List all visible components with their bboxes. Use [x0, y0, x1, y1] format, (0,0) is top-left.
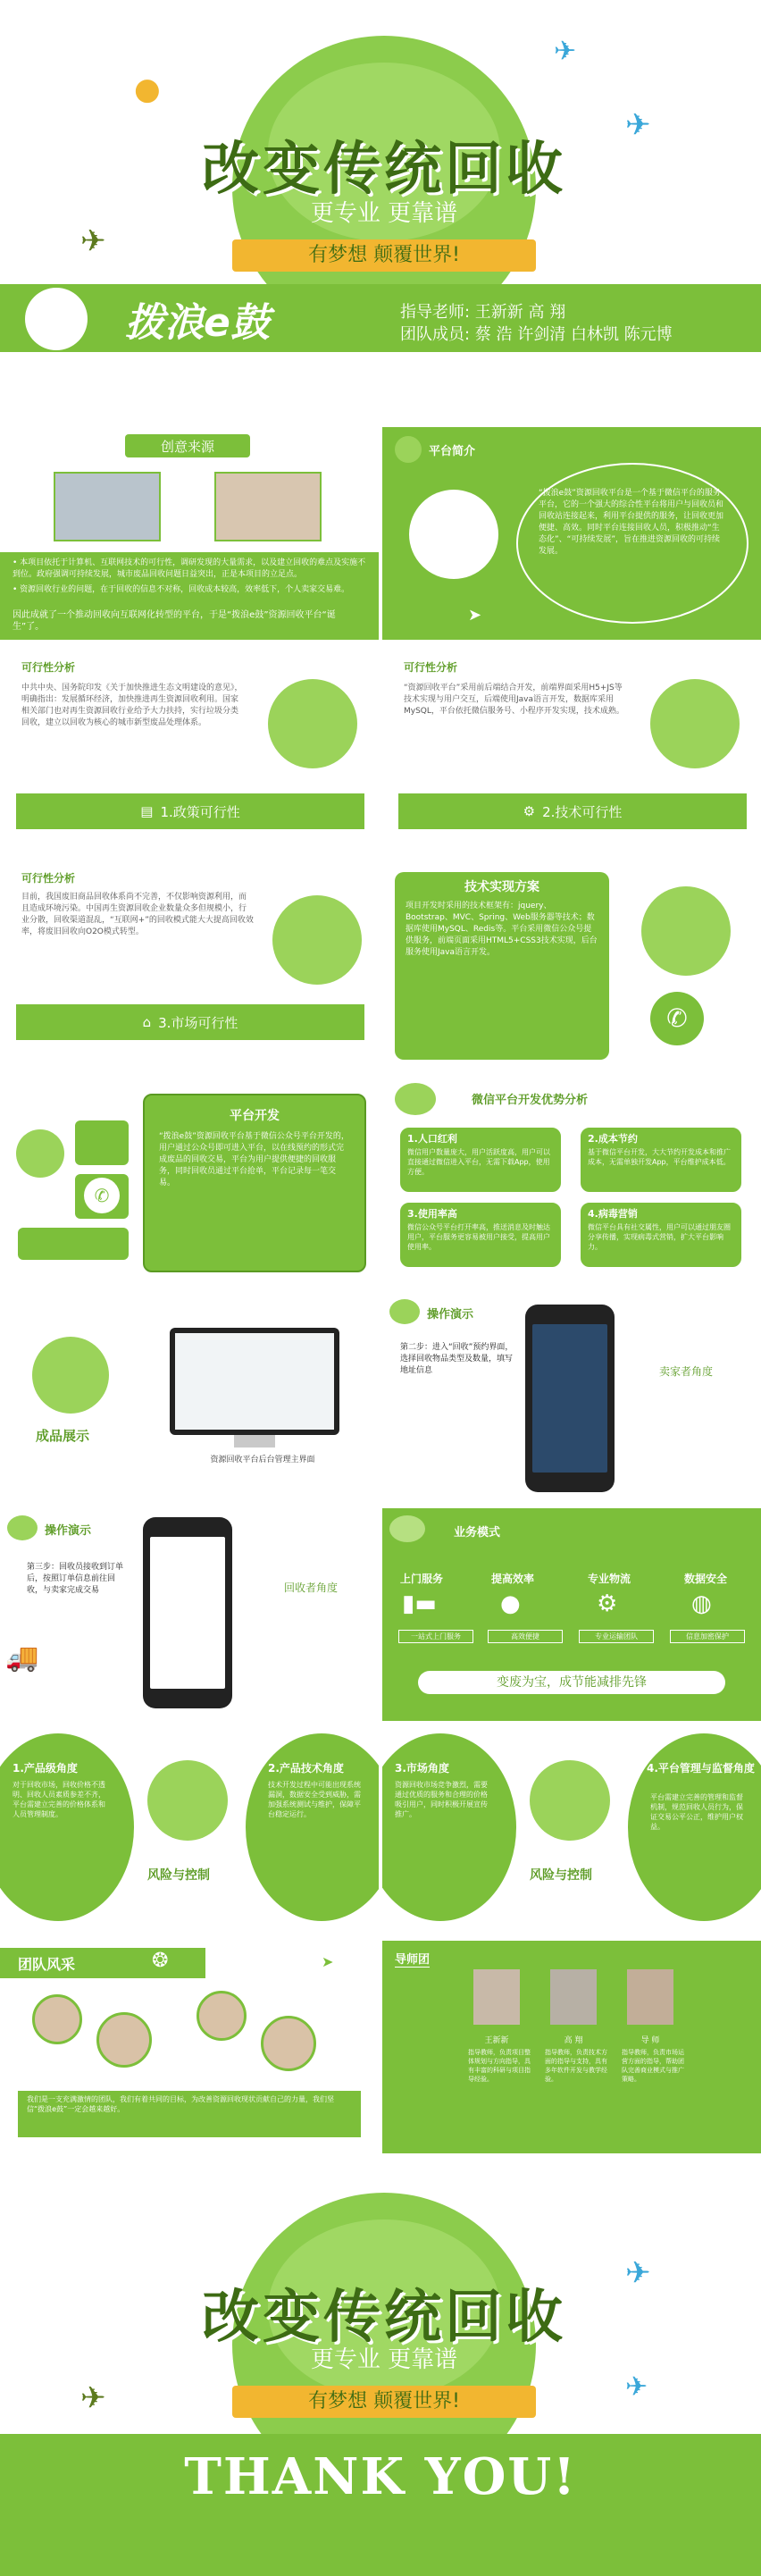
shop-icon: ⌂: [142, 1014, 152, 1030]
result-slide: [0, 1292, 379, 1505]
demo2-slide: [0, 1508, 379, 1721]
business-step-1: 上门服务: [400, 1573, 444, 1585]
cover-slide: [0, 0, 761, 427]
document-icon: ▤: [140, 803, 154, 819]
team-avatar-2: [96, 2012, 152, 2068]
demo2-angle: 回收者角度: [284, 1582, 339, 1594]
ending-slogan: 更专业 更靠谱: [310, 2346, 458, 2373]
brain-icon: ❂: [152, 1950, 169, 1972]
policy-section-title: 可行性分析: [21, 661, 76, 674]
intro-body: “拨浪e鼓”资源回收平台是一个基于微信平台的服务平台，它的一个强大的综合性平台将用户与回收员和回收站连接起来，利用平台提供的服务，让回收更加便捷、高效。同时平台连接回收人员，积极推动“生态化”、“可持续发展”，旨在推进资源回收的可持续发展。: [539, 489, 724, 556]
risk2-caption: 风险与控制: [530, 1868, 592, 1883]
demo2-step: 第三步：回收员接收到订单后，按照订单信息前往回收，与卖家完成交易: [27, 1563, 124, 1595]
team-avatar-1: [32, 1994, 82, 2044]
advantage-body-3: 微信公众号平台打开率高，推送消息及时触达用户，平台服务更容易被用户接受，提高用户使用率。: [407, 1223, 550, 1251]
tech-body: “资源回收平台”采用前后端结合开发，前端界面采用H5+JS等技术实现与用户交互，后端使用Java语言开发，数据库采用MySQL，平台依托微信服务号、小程序开发实现，技术成熟。: [404, 684, 624, 716]
advantage-label-3: 3.使用率高: [407, 1208, 457, 1220]
planet-icon: ●: [134, 71, 161, 107]
risk1-left-body: 对于回收市场，回收价格不透明、回收人员素质参差不齐，平台需建立完善的价格体系和人员管理制度。: [13, 1781, 105, 1818]
business-note-2: 高效便捷: [488, 1630, 563, 1643]
market-section-title: 可行性分析: [21, 872, 76, 885]
risk1-caption: 风险与控制: [147, 1868, 210, 1883]
result-caption: 资源回收平台后台管理主界面: [210, 1456, 315, 1464]
origin-title: 创意来源: [160, 439, 214, 455]
cover-brand: 拨浪e鼓: [125, 300, 270, 346]
mentor-body-1: 指导教师，负责项目整体规划与方向指导，具有丰富的科研与项目指导经验。: [468, 2049, 531, 2083]
advantage-body-2: 基于微信平台开发，大大节约开发成本和推广成本，无需单独开发App，平台维护成本低。: [588, 1148, 731, 1166]
intro-slide: [382, 427, 761, 640]
market-bar-label: 3.市场可行性: [158, 1014, 238, 1031]
demo1-step: 第二步：进入“回收”预约界面，选择回收物品类型及数量，填写地址信息: [400, 1343, 514, 1375]
mentor-name-2: 高 翔: [564, 2036, 583, 2045]
brand-badge: [395, 1083, 436, 1115]
tech-section-title: 可行性分析: [404, 661, 458, 674]
demo1-title: 操作演示: [427, 1308, 474, 1322]
mentor-body-3: 指导教师，负责市场运营方面的指导，帮助团队完善商业模式与推广策略。: [622, 2049, 684, 2083]
plane-icon: ✈: [80, 2380, 106, 2416]
phone-mockup: [143, 1517, 232, 1708]
wechat-icon: ✆: [650, 992, 704, 1045]
origin-para-1: • 本项目依托于计算机、互联网技术的可行性，调研发现的大量需求，以及建立回收的难点及实施不到位。政府强调可持续发展，城市废品回收问题日益突出，正是本项目的立足点。: [13, 558, 366, 579]
origin-para-3: 因此成就了一个推动回收向互联网化转型的平台，于是“拨浪e鼓”资源回收平台“诞生”了。: [13, 610, 336, 632]
origin-photo-1: [54, 472, 161, 541]
advantages-title: 微信平台开发优势分析: [472, 1094, 589, 1107]
cover-slogan: 更专业 更靠谱: [310, 200, 458, 227]
result-logo: [32, 1337, 109, 1414]
truck-icon: 🚚: [5, 1642, 39, 1674]
plane-icon: ✈: [625, 107, 651, 143]
policy-logo: [268, 679, 357, 768]
risk2-slide: [382, 1724, 761, 1937]
drum-logo: [25, 288, 88, 350]
phone-screen: [532, 1324, 607, 1473]
platform-tile-3: [18, 1228, 129, 1260]
tech-slide: [382, 643, 761, 856]
cover-title: 改变传统回收: [202, 137, 566, 203]
tech-bar-label: 2.技术可行性: [542, 803, 623, 820]
brand-badge: [389, 1515, 425, 1542]
cover-advisor: 指导老师: 王新新 高 翔: [400, 303, 566, 322]
phone-mockup: [525, 1305, 615, 1492]
market-logo: [272, 895, 362, 985]
business-note-1: 一站式上门服务: [398, 1630, 473, 1643]
team-motto: 我们是一支充满激情的团队，我们有着共同的目标，为改善资源回收现状贡献自己的力量，我们坚信“拨浪e鼓”一定会越来越好。: [27, 2095, 334, 2113]
advantage-body-1: 微信用户数量庞大，用户活跃度高，用户可以直接通过微信进入平台，无需下载App，使用方便。: [407, 1148, 550, 1176]
platform-slide: [0, 1076, 379, 1288]
business-title: 业务模式: [454, 1526, 501, 1540]
advantage-label-2: 2.成本节约: [588, 1133, 638, 1145]
monitor-stand: [234, 1435, 275, 1447]
mentors-slide: [382, 1941, 761, 2153]
platform-body: “拨浪e鼓”资源回收平台基于微信公众号平台开发的，用户通过公众号即可进入平台，以在线预约的形式完成废品的回收交易，平台为用户提供便捷的回收服务，同时回收员通过平台抢单，平台记录每一笔交易。: [159, 1132, 349, 1187]
wechat-icon: ✆: [84, 1178, 120, 1213]
intro-drum-circle: [409, 490, 498, 579]
mentor-body-2: 指导教师，负责技术方面的指导与支持，具有多年软件开发与教学经验。: [545, 2049, 607, 2083]
mentor-name-3: 导 师: [640, 2036, 660, 2045]
business-note-3: 专业运输团队: [579, 1630, 654, 1643]
monitor-screen: [175, 1333, 334, 1430]
intro-title: 平台简介: [429, 445, 476, 458]
techplan-title: 技术实现方案: [464, 880, 539, 894]
team-avatar-3: [197, 1991, 247, 2041]
advantages-slide: [382, 1076, 761, 1288]
advantage-label-1: 1.人口红利: [407, 1133, 457, 1145]
brand-badge: [395, 436, 422, 463]
plane-icon: ✈: [554, 36, 577, 67]
globe-icon: ◍: [691, 1590, 712, 1617]
mentor-photo-2: [548, 1968, 598, 2026]
demo1-slide: [382, 1292, 761, 1505]
risk1-slide: [0, 1724, 379, 1937]
plane-icon: ✈: [80, 223, 106, 259]
risk1-right-title: 2.产品技术角度: [268, 1762, 344, 1775]
mentors-title: 导师团: [395, 1950, 430, 1968]
gear-icon: ⚙: [597, 1590, 618, 1617]
ending-slide: [0, 2157, 761, 2576]
business-step-4: 数据安全: [684, 1573, 728, 1585]
tech-bar: [398, 793, 747, 829]
risk2-right-title: 4.平台管理与监督角度: [647, 1762, 755, 1775]
monitor-frame: [170, 1328, 339, 1435]
plane-icon: ✈: [625, 2255, 651, 2291]
cover-members: 团队成员: 蔡 浩 许剑清 白林凯 陈元博: [400, 325, 673, 344]
paper-plane-icon: ➤: [322, 1953, 334, 1970]
ending-ribbon: 有梦想 颠覆世界!: [232, 2386, 536, 2418]
risk1-logo: [147, 1760, 228, 1841]
cover-ribbon: 有梦想 颠覆世界!: [232, 239, 536, 272]
advantage-body-4: 微信平台具有社交属性，用户可以通过朋友圈分享传播，实现病毒式营销，扩大平台影响力。: [588, 1223, 731, 1251]
brand-badge: [389, 1299, 420, 1324]
origin-slide: [0, 427, 379, 640]
techplan-logo: [641, 886, 731, 976]
origin-para-2: • 资源回收行业的问题，在于回收的信息不对称，回收成本较高，效率低下，个人卖家交易难。: [13, 585, 350, 594]
techplan-body: 项目开发时采用的技术框架有：jquery、Bootstrap、MVC、Spring、Web服务器等技术；数据库使用MySQL、Redis等。平台采用微信公众号提供服务，前端页面采用HTML5+CSS3技术实现，后台服务使用Java语言开发。: [406, 902, 598, 957]
mentor-name-1: 王新新: [484, 2036, 509, 2045]
business-step-2: 提高效率: [491, 1573, 535, 1585]
brand-badge: [7, 1515, 38, 1540]
market-slide: [0, 860, 379, 1072]
gear-icon: ⚙: [523, 803, 536, 819]
market-body: 目前，我国废旧商品回收体系尚不完善，不仅影响资源利用，而且造成环境污染。中国再生资源回收企业数量众多但规模小，行业分散，回收渠道混乱，“互联网+”的回收模式能大大提高回收效率，将废旧回收向O2O模式转型。: [21, 893, 254, 936]
business-slide: [382, 1508, 761, 1721]
business-slogan: 变废为宝，成节能减排先锋: [418, 1671, 725, 1694]
plane-icon: ✈: [625, 2371, 648, 2403]
demo1-angle: 卖家者角度: [659, 1365, 714, 1378]
mentor-photo-1: [472, 1968, 522, 2026]
person-icon: ●: [500, 1590, 521, 1617]
platform-title: 平台开发: [230, 1109, 280, 1123]
demo2-title: 操作演示: [45, 1524, 92, 1538]
result-title: 成品展示: [36, 1428, 90, 1444]
truck-icon: ▮▬: [402, 1590, 437, 1617]
risk1-left-title: 1.产品级角度: [13, 1762, 78, 1775]
business-note-4: 信息加密保护: [670, 1630, 745, 1643]
team-slide: [0, 1941, 379, 2153]
market-bar: [16, 1004, 364, 1040]
risk2-right-body: 平台需建立完善的管理和监督机制，规范回收人员行为，保证交易公平公正，维护用户权益。: [650, 1793, 743, 1831]
policy-bar-label: 1.政策可行性: [160, 803, 240, 820]
risk2-left-title: 3.市场角度: [395, 1762, 449, 1775]
team-title: 团队风采: [18, 1956, 76, 1973]
risk2-left-body: 资源回收市场竞争激烈，需要通过优质的服务和合理的价格吸引用户，同时积极开展宣传推广。: [395, 1781, 488, 1818]
risk1-right-body: 技术开发过程中可能出现系统漏洞，数据安全受到威胁，需加强系统测试与维护，保障平台稳定运行。: [268, 1781, 361, 1818]
mentor-photo-3: [625, 1968, 675, 2026]
techplan-slide: [382, 860, 761, 1072]
policy-bar: [16, 793, 364, 829]
platform-tile-1: [75, 1120, 129, 1165]
platform-logo: [16, 1129, 64, 1178]
team-avatar-4: [261, 2016, 316, 2071]
ending-title: 改变传统回收: [202, 2285, 566, 2351]
policy-body: 中共中央、国务院印发《关于加快推进生态文明建设的意见》，明确指出：发展循环经济，加快推进再生资源回收利用。国家相关部门也对再生资源回收行业给予大力扶持，实行垃圾分类回收，建立以回收为核心的城市新型废品处理体系。: [21, 684, 243, 727]
business-step-3: 专业物流: [588, 1573, 631, 1585]
phone-screen: [150, 1537, 225, 1689]
tech-logo: [650, 679, 740, 768]
ending-thanks: THANK YOU!: [184, 2447, 577, 2506]
paper-plane-icon: ➤: [468, 606, 482, 625]
risk2-logo: [530, 1760, 610, 1841]
advantage-label-4: 4.病毒营销: [588, 1208, 638, 1220]
origin-photo-2: [214, 472, 322, 541]
policy-slide: [0, 643, 379, 856]
